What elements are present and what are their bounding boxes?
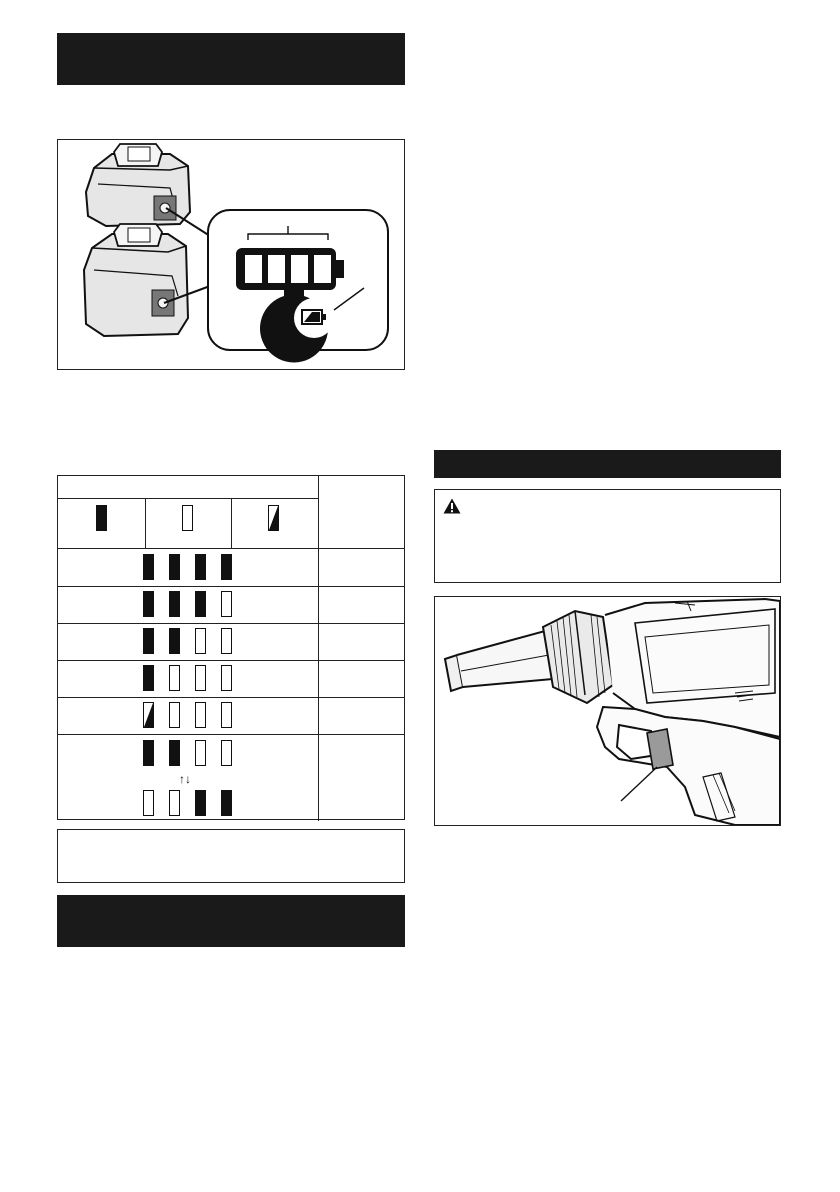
tool-nozzle	[445, 631, 553, 691]
tool-figure	[434, 596, 781, 826]
note-box	[57, 829, 405, 883]
legend-blinking-lamp	[268, 505, 279, 531]
tool-collar	[543, 611, 613, 703]
section-band	[434, 450, 781, 478]
top-heading-band	[57, 33, 405, 85]
bottom-heading-band	[57, 895, 405, 947]
battery-figure	[57, 139, 405, 370]
table-rule	[58, 586, 404, 587]
indicator-table	[57, 475, 405, 820]
legend-lighted-lamp	[96, 505, 107, 531]
table-rule	[231, 498, 232, 548]
table-rule	[318, 476, 319, 821]
warning-triangle-icon	[443, 498, 461, 514]
table-rule	[58, 660, 404, 661]
tool-illustration	[435, 597, 780, 825]
table-rule	[58, 734, 404, 735]
battery-illustration	[58, 140, 404, 369]
table-rule	[58, 623, 404, 624]
alternating-arrows: ↑↓	[179, 772, 191, 786]
legend-off-lamp	[182, 505, 193, 531]
table-rule	[58, 498, 318, 499]
warning-box	[434, 489, 781, 583]
table-rule	[58, 548, 404, 549]
battery-lamp-icon	[236, 248, 344, 290]
large-battery-pack	[84, 224, 188, 336]
trigger-callout-line	[621, 767, 657, 801]
table-rule	[58, 697, 404, 698]
table-rule	[145, 498, 146, 548]
